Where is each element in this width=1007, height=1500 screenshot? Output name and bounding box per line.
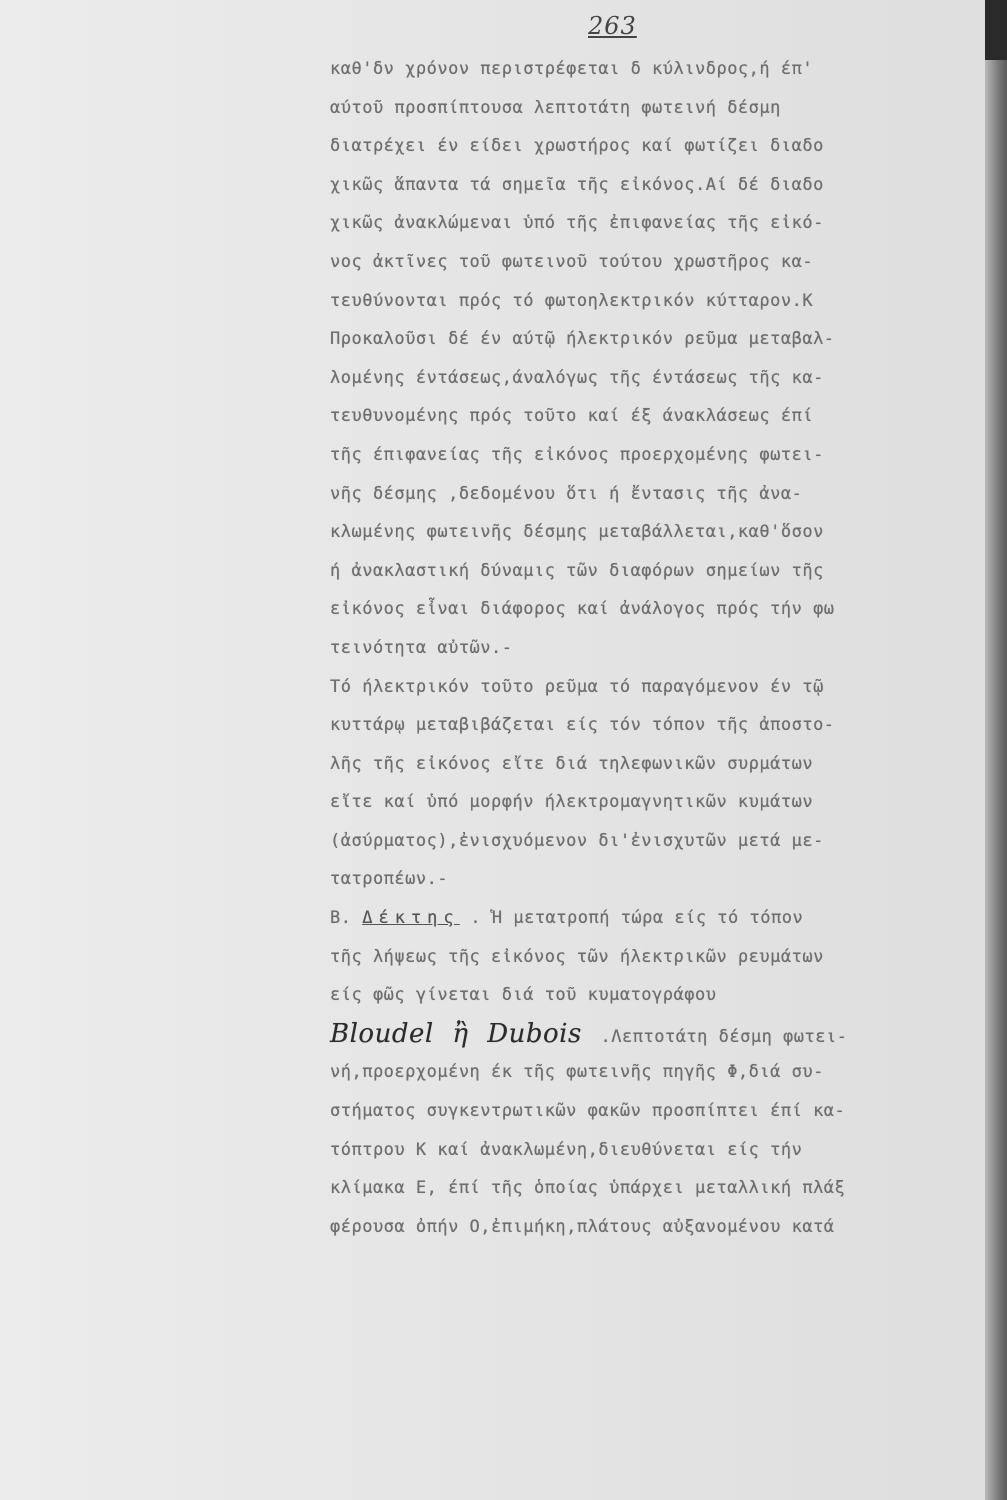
text-line: είς φῶς γίνεται διά τοῦ κυματογράφου [330,985,717,1006]
text-line: φέρουσα ὀπήν Ο,ἐπιμήκη,πλάτους αὐξανομένου κατά [330,1216,835,1237]
text-line: ή ἀνακλαστική δύναμις τῶν διαφόρων σημείων τῆς [330,560,824,581]
text-line: χικῶς ἀνακλώμεναι ὑπό τῆς ἐπιφανείας τῆς εἰκό- [330,213,824,234]
text-line: κυττάρῳ μεταβιβάζεται είς τόν τόπον τῆς ἀποστο- [330,715,835,736]
text-line: χικῶς ἅπαντα τά σημεῖα τῆς εἰκόνος.Αί δέ διαδο [330,174,824,195]
text-line: τόπτρου Κ καί ἀνακλωμένη,διευθύνεται είς τήν [330,1139,803,1160]
page-edge-shadow [985,0,1007,1500]
text-line: τατροπέων.- [330,869,449,890]
text-line: κλωμένης φωτεινῆς δέσμης μεταβάλλεται,καθ'ὅσον [330,522,824,543]
text-line: τῆς λήψεως τῆς εἰκόνος τῶν ήλεκτρικῶν ρευμάτων [330,946,824,967]
page-edge-dark-corner [985,0,1007,60]
text-line: λομένης έντάσεως,άναλόγως τῆς έντάσεως τῆς κα- [330,367,824,388]
handwritten-line-continuation: .Λεπτοτάτη δέσμη φωτει- [600,1026,848,1047]
text-line: Τό ήλεκτρικόν τοῦτο ρεῦμα τό παραγόμενον έν τῷ [330,676,824,697]
text-line: νος ἀκτῖνες τοῦ φωτεινοῦ τούτου χρωστῆρος κα- [330,251,814,272]
handwritten-connector: ἢ [452,1018,469,1049]
text-line: νή,προερχομένη έκ τῆς φωτεινῆς πηγῆς Φ,διά συ- [330,1062,824,1083]
section-number: Β. [330,908,352,929]
page-number: 263 [588,12,637,40]
typed-text-body [330,50,970,1246]
text-line: τευθυνομένης πρός τοῦτο καί έξ άνακλάσεως έπί [330,406,814,427]
text-line: εἴτε καί ὑπό μορφήν ήλεκτρομαγνητικῶν κυμάτων [330,792,814,813]
handwritten-line [330,1015,970,1054]
text-line: διατρέχει έν είδει χρωστήρος καί φωτίζει διαδο [330,136,824,157]
section-label: Δέκτης [362,908,460,929]
text-line: καθ'δν χρόνον περιστρέφεται δ κύλινδρος,ή έπ' [330,59,814,79]
text-line: νῆς δέσμης ,δεδομένου ὅτι ή ἔντασις τῆς ἀνα- [330,483,803,504]
text-line: τεινότητα αὐτῶν.- [330,637,513,658]
handwritten-name-dubois: Dubois [487,1018,582,1049]
text-line: κλίμακα Ε, έπί τῆς ὁποίας ὑπάρχει μεταλλική πλάξ [330,1178,846,1199]
text-line: τῆς έπιφανείας τῆς εἰκόνος προερχομένης φωτει- [330,444,824,465]
text-line: στήματος συγκεντρωτικῶν φακῶν προσπίπτει έπί κα- [330,1101,846,1122]
section-heading-line [330,899,970,938]
text-line: αύτοῦ προσπίπτουσα λεπτοτάτη φωτεινή δέσμη [330,97,781,118]
text-line: Προκαλοῦσι δέ έν αύτῷ ήλεκτρικόν ρεῦμα μεταβαλ- [330,329,835,350]
text-line: λῆς τῆς εἰκόνος εἴτε διά τηλεφωνικῶν συρμάτων [330,753,814,774]
text-line: εἰκόνος εἶναι διάφορος καί ἀνάλογος πρός τήν φω [330,599,835,620]
handwritten-name-bloudel: Bloudel [330,1018,434,1049]
text-line: (ἀσύρματος),ἐνισχυόμενον δι'ἐνισχυτῶν μετά με- [330,830,824,851]
section-continuation: . Ἡ μετατροπή τώρα είς τό τόπον [470,908,804,929]
text-line: τευθύνονται πρός τό φωτοηλεκτρικόν κύτταρον.Κ [330,290,814,311]
